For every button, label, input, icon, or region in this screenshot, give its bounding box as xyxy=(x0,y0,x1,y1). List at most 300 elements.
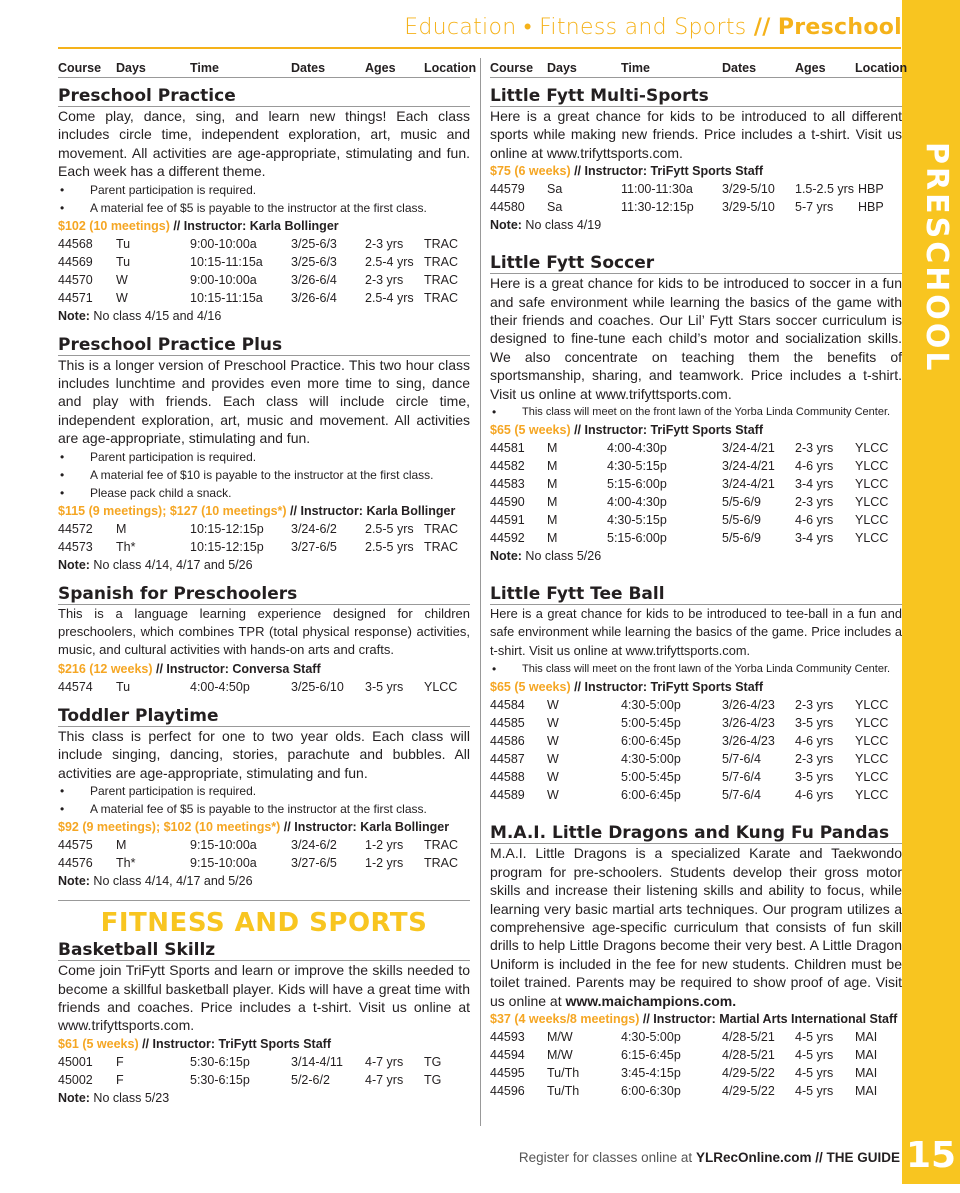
cell-dates: 3/29-5/10 xyxy=(722,182,775,197)
price: $61 (5 weeks) xyxy=(58,1036,139,1051)
cell-ages: 3-5 yrs xyxy=(795,716,834,731)
section-description: Come play, dance, sing, and learn new things! Each class includes circle time, independent exploration, art, music and movement. All activities are age-appropriate, stimulating and fun. Each week has a different theme. xyxy=(58,108,470,180)
cell-location: TRAC xyxy=(424,290,459,305)
cell-location: TG xyxy=(424,1072,442,1087)
cell-ages: 2-3 yrs xyxy=(365,272,404,287)
instructor: // Instructor: Karla Bollinger xyxy=(286,503,456,518)
section-description: Here is a great chance for kids to be introduced to soccer in a fun and safe environment while learning the basics of the game with their friends and coaches. Our Lil’ Fytt Stars soccer curriculum is designed to fine-tune each child’s motor and socialization skills. We also concentrate on teaching them the benefits of sportsmanship, sharing, and teamwork. Price includes a t-shirt. Visit us online at www.trifyttsports.com. xyxy=(490,275,902,402)
cell-dates: 3/27-6/5 xyxy=(291,539,337,554)
class-rows xyxy=(58,520,470,556)
column-header-row xyxy=(490,58,908,78)
footer xyxy=(519,1150,900,1165)
cell-time: 6:00-6:45p xyxy=(621,734,681,749)
note-label: Note: xyxy=(58,308,90,323)
instructor: // Instructor: TriFytt Sports Staff xyxy=(570,164,763,179)
cell-day: W xyxy=(116,272,128,287)
cell-day: Th* xyxy=(116,539,136,554)
side-label: PRESCHOOL xyxy=(919,142,954,374)
header-separator: // xyxy=(753,15,771,40)
price: $75 (6 weeks) xyxy=(490,164,571,179)
cell-time: 10:15-11:15a xyxy=(190,254,263,269)
cell-time: 9:15-10:00a xyxy=(190,838,257,853)
note xyxy=(58,556,470,574)
note xyxy=(58,872,470,890)
cell-dates: 3/29-5/10 xyxy=(722,200,775,215)
footer-sep: // xyxy=(811,1150,827,1165)
header-rule xyxy=(58,47,901,49)
cell-dates: 5/5-6/9 xyxy=(722,513,761,528)
cell-ages: 2.5-5 yrs xyxy=(365,521,414,536)
cell-course-number: 44573 xyxy=(58,539,93,554)
cell-time: 6:00-6:45p xyxy=(621,788,681,803)
col-header-time: Time xyxy=(621,61,650,75)
col-header-course: Course xyxy=(490,61,534,75)
cell-ages: 4-5 yrs xyxy=(795,1047,834,1062)
cell-day: M/W xyxy=(547,1029,573,1044)
section-description: Here is a great chance for kids to be introduced to all different sports while making new friends. Price includes a t-shirt. Visit us online at www.trifyttsports.com. xyxy=(490,108,902,161)
cell-ages: 4-7 yrs xyxy=(365,1054,404,1069)
bullet-item: • A material fee of $5 is payable to the instructor at the first class. xyxy=(58,199,470,217)
cell-location: TRAC xyxy=(424,856,459,871)
class-row xyxy=(490,1064,902,1082)
class-rows xyxy=(58,1053,470,1089)
cell-location: TRAC xyxy=(424,254,459,269)
cell-location: TRAC xyxy=(424,521,459,536)
section-description: Here is a great chance for kids to be introduced to tee-ball in a fun and safe environment while learning the basics of the game. Price includes a t-shirt. Visit us online at www.trifyttsports.com. xyxy=(490,606,902,658)
class-row xyxy=(490,511,902,529)
cell-course-number: 44575 xyxy=(58,838,93,853)
cell-course-number: 44590 xyxy=(490,495,525,510)
cell-time: 11:00-11:30a xyxy=(621,182,693,197)
cell-course-number: 44582 xyxy=(490,459,525,474)
cell-dates: 5/7-6/4 xyxy=(722,770,761,785)
class-row xyxy=(58,854,470,872)
cell-location: YLCC xyxy=(855,459,889,474)
cell-day: Tu xyxy=(116,679,131,694)
footer-guide: THE GUIDE xyxy=(826,1150,900,1165)
header-education: Education xyxy=(404,15,517,40)
bullet-item: • A material fee of $5 is payable to the instructor at the first class. xyxy=(58,800,470,818)
header-preschool: Preschool xyxy=(777,15,902,40)
cell-ages: 2-3 yrs xyxy=(795,495,834,510)
side-tab xyxy=(902,0,960,1130)
section-title: M.A.I. Little Dragons and Kung Fu Pandas xyxy=(490,824,902,844)
bullet-item: • Parent participation is required. xyxy=(58,181,470,199)
cell-ages: 4-5 yrs xyxy=(795,1083,834,1098)
cell-course-number: 44572 xyxy=(58,521,93,536)
class-row xyxy=(490,1046,902,1064)
instructor: // Instructor: Conversa Staff xyxy=(152,661,321,676)
col-header-location: Location xyxy=(855,61,908,75)
cell-day: F xyxy=(116,1072,124,1087)
class-row xyxy=(58,538,470,556)
cell-course-number: 44576 xyxy=(58,856,93,871)
cell-location: YLCC xyxy=(855,477,889,492)
class-row xyxy=(490,696,902,714)
cell-day: W xyxy=(547,734,559,749)
note-text: No class 4/19 xyxy=(521,218,602,233)
cell-day: M xyxy=(547,495,558,510)
cell-day: Sa xyxy=(547,200,563,215)
cell-day: M xyxy=(547,531,558,546)
cell-time: 5:30-6:15p xyxy=(190,1054,250,1069)
bullet-item: • This class will meet on the front lawn of the Yorba Linda Community Center. xyxy=(490,660,902,678)
section-title: Little Fytt Tee Ball xyxy=(490,585,902,605)
section-title: Preschool Practice Plus xyxy=(58,336,470,356)
header-bullet: • xyxy=(523,15,532,40)
class-row xyxy=(58,235,470,253)
cell-course-number: 44591 xyxy=(490,513,525,528)
instructor: // Instructor: TriFytt Sports Staff xyxy=(138,1036,331,1051)
price: $115 (9 meetings); $127 (10 meetings*) xyxy=(58,503,287,518)
cell-course-number: 44571 xyxy=(58,290,93,305)
cell-dates: 3/26-4/23 xyxy=(722,698,775,713)
col-header-dates: Dates xyxy=(291,61,326,75)
cell-course-number: 44583 xyxy=(490,477,525,492)
cell-dates: 5/2-6/2 xyxy=(291,1072,330,1087)
cell-location: YLCC xyxy=(424,679,458,694)
section-title: Little Fytt Soccer xyxy=(490,254,902,274)
cell-day: Tu xyxy=(116,236,131,251)
fee-line xyxy=(58,1035,470,1053)
class-row xyxy=(58,678,470,696)
cell-location: YLCC xyxy=(855,531,889,546)
cell-location: YLCC xyxy=(855,441,889,456)
cell-day: W xyxy=(116,290,128,305)
cell-course-number: 45001 xyxy=(58,1054,93,1069)
cell-location: YLCC xyxy=(855,495,889,510)
class-row xyxy=(490,180,902,198)
fee-line xyxy=(490,678,902,696)
price: $216 (12 weeks) xyxy=(58,661,153,676)
cell-ages: 2.5-4 yrs xyxy=(365,290,414,305)
cell-dates: 5/7-6/4 xyxy=(722,788,761,803)
instructor: // Instructor: TriFytt Sports Staff xyxy=(570,680,763,695)
cell-time: 4:30-5:00p xyxy=(621,752,681,767)
bullet-item: • Please pack child a snack. xyxy=(58,484,470,502)
note xyxy=(58,307,470,325)
class-row xyxy=(490,198,902,216)
footer-text: Register for classes online at xyxy=(518,1150,696,1165)
cell-time: 4:30-5:15p xyxy=(607,513,667,528)
class-row xyxy=(490,1082,902,1100)
price: $92 (9 meetings); $102 (10 meetings*) xyxy=(58,820,281,835)
instructor: // Instructor: TriFytt Sports Staff xyxy=(570,423,763,438)
cell-ages: 4-7 yrs xyxy=(365,1072,404,1087)
cell-dates: 3/27-6/5 xyxy=(291,856,337,871)
cell-day: W xyxy=(547,752,559,767)
note-label: Note: xyxy=(58,874,90,889)
col-header-time: Time xyxy=(190,61,219,75)
class-rows xyxy=(58,836,470,872)
cell-location: YLCC xyxy=(855,734,889,749)
cell-time: 4:00-4:50p xyxy=(190,679,250,694)
page-header xyxy=(404,14,902,40)
cell-dates: 3/14-4/11 xyxy=(291,1054,343,1069)
fee-line xyxy=(490,162,902,180)
col-header-course: Course xyxy=(58,61,102,75)
bullet-item: • Parent participation is required. xyxy=(58,782,470,800)
note xyxy=(490,216,902,234)
cell-dates: 3/24-4/21 xyxy=(722,477,775,492)
section-title: Preschool Practice xyxy=(58,87,470,107)
cell-dates: 3/26-4/23 xyxy=(722,734,775,749)
cell-time: 3:45-4:15p xyxy=(621,1065,681,1080)
cell-course-number: 44580 xyxy=(490,200,525,215)
cell-location: YLCC xyxy=(855,770,889,785)
cell-course-number: 44569 xyxy=(58,254,93,269)
class-row xyxy=(490,529,902,547)
cell-location: YLCC xyxy=(855,752,889,767)
cell-time: 5:00-5:45p xyxy=(621,716,681,731)
header-fitness: Fitness and Sports xyxy=(539,15,747,40)
cell-ages: 5-7 yrs xyxy=(795,200,834,215)
price: $102 (10 meetings) xyxy=(58,218,170,233)
cell-course-number: 44592 xyxy=(490,531,525,546)
cell-day: Sa xyxy=(547,182,563,197)
cell-ages: 4-6 yrs xyxy=(795,734,834,749)
class-row xyxy=(490,1028,902,1046)
fee-line xyxy=(58,818,470,836)
fee-line xyxy=(58,502,470,520)
cell-time: 6:00-6:30p xyxy=(621,1083,681,1098)
section-description xyxy=(490,844,902,1010)
cell-time: 5:15-6:00p xyxy=(607,531,667,546)
cell-course-number: 44589 xyxy=(490,788,525,803)
left-column xyxy=(58,58,477,1107)
cell-dates: 3/24-6/2 xyxy=(291,838,337,853)
cell-location: TG xyxy=(424,1054,442,1069)
cell-course-number: 44586 xyxy=(490,734,525,749)
fee-line xyxy=(58,217,470,235)
cell-location: TRAC xyxy=(424,272,459,287)
class-row xyxy=(58,1071,470,1089)
cell-ages: 1-2 yrs xyxy=(365,838,404,853)
class-row xyxy=(490,475,902,493)
cell-ages: 2.5-4 yrs xyxy=(365,254,414,269)
cell-location: YLCC xyxy=(855,698,889,713)
note-text: No class 4/15 and 4/16 xyxy=(89,308,222,323)
note xyxy=(490,547,902,565)
fee-line xyxy=(58,660,470,678)
cell-ages: 2-3 yrs xyxy=(795,698,834,713)
section-description: This is a longer version of Preschool Practice. This two hour class includes lunchtime and provides even more time to sing, dance and play with friends. Each class will include circle time, independent exploration, art, music and movement. All activities are age-appropriate, stimulating and fun. xyxy=(58,356,470,447)
right-column xyxy=(490,58,908,1100)
bullet-item: • A material fee of $10 is payable to the instructor at the first class. xyxy=(58,466,470,484)
class-row xyxy=(58,1053,470,1071)
cell-course-number: 44570 xyxy=(58,272,93,287)
note-label: Note: xyxy=(58,1090,90,1105)
cell-time: 9:00-10:00a xyxy=(190,272,257,287)
class-row xyxy=(58,271,470,289)
cell-ages: 3-4 yrs xyxy=(795,531,834,546)
instructor: // Instructor: Karla Bollinger xyxy=(280,820,450,835)
price: $65 (5 weeks) xyxy=(490,680,571,695)
cell-course-number: 45002 xyxy=(58,1072,93,1087)
cell-dates: 3/24-6/2 xyxy=(291,521,337,536)
cell-location: MAI xyxy=(855,1083,878,1098)
class-row xyxy=(490,457,902,475)
note-text: No class 4/14, 4/17 and 5/26 xyxy=(89,874,253,889)
cell-time: 5:15-6:00p xyxy=(607,477,667,492)
cell-time: 5:00-5:45p xyxy=(621,770,681,785)
cell-location: MAI xyxy=(855,1065,878,1080)
class-row xyxy=(490,750,902,768)
cell-time: 4:30-5:00p xyxy=(621,1029,681,1044)
section-description: This class is perfect for one to two year olds. Each class will include singing, dancing, stories, parachute and bubbles. All activities are age-appropriate, stimulating and fun. xyxy=(58,727,470,781)
cell-time: 4:30-5:15p xyxy=(607,459,667,474)
cell-dates: 4/28-5/21 xyxy=(722,1029,775,1044)
class-rows xyxy=(58,678,470,696)
cell-course-number: 44581 xyxy=(490,441,525,456)
note-text: No class 4/14, 4/17 and 5/26 xyxy=(89,557,253,572)
cell-course-number: 44585 xyxy=(490,716,525,731)
cell-course-number: 44594 xyxy=(490,1047,525,1062)
mai-website-link[interactable]: www.maichampions.com. xyxy=(565,992,737,1009)
cell-day: W xyxy=(547,716,559,731)
cell-location: YLCC xyxy=(855,716,889,731)
cell-ages: 2-3 yrs xyxy=(365,236,404,251)
section-title: Little Fytt Multi-Sports xyxy=(490,87,902,107)
section-description: This is a language learning experience designed for children preschoolers, which combines TPR (total physical response) activities, music, and cultural activities with hands-on arts and crafts. xyxy=(58,605,470,658)
note-label: Note: xyxy=(490,549,522,564)
class-rows xyxy=(490,439,902,547)
cell-day: W xyxy=(547,698,559,713)
cell-day: Th* xyxy=(116,856,136,871)
cell-location: TRAC xyxy=(424,838,459,853)
bullet-item: • This class will meet on the front lawn of the Yorba Linda Community Center. xyxy=(490,403,902,421)
cell-time: 10:15-12:15p xyxy=(190,521,264,536)
cell-time: 11:30-12:15p xyxy=(621,200,694,215)
cell-dates: 3/26-6/4 xyxy=(291,272,337,287)
cell-day: M xyxy=(547,459,558,474)
cell-course-number: 44584 xyxy=(490,698,525,713)
price: $65 (5 weeks) xyxy=(490,423,571,438)
cell-location: HBP xyxy=(858,182,884,197)
note xyxy=(58,1089,470,1107)
cell-time: 4:30-5:00p xyxy=(621,698,681,713)
column-header-row xyxy=(58,58,477,78)
cell-ages: 3-5 yrs xyxy=(795,770,834,785)
class-rows xyxy=(58,235,470,307)
page-number: 15 xyxy=(902,1128,960,1184)
cell-day: W xyxy=(547,770,559,785)
cell-time: 10:15-12:15p xyxy=(190,539,264,554)
class-row xyxy=(490,714,902,732)
col-header-location: Location xyxy=(424,61,477,75)
cell-dates: 3/24-4/21 xyxy=(722,441,775,456)
class-row xyxy=(58,520,470,538)
cell-location: MAI xyxy=(855,1047,878,1062)
instructor: // Instructor: Karla Bollinger xyxy=(169,218,339,233)
cell-ages: 2.5-5 yrs xyxy=(365,539,414,554)
cell-ages: 4-6 yrs xyxy=(795,788,834,803)
cell-dates: 3/26-4/23 xyxy=(722,716,775,731)
cell-course-number: 44596 xyxy=(490,1083,525,1098)
cell-day: Tu/Th xyxy=(547,1065,580,1080)
fitness-sports-banner: FITNESS AND SPORTS xyxy=(58,900,470,939)
cell-day: M xyxy=(547,513,558,528)
cell-ages: 3-4 yrs xyxy=(795,477,834,492)
cell-dates: 5/7-6/4 xyxy=(722,752,761,767)
bullet-item: • Parent participation is required. xyxy=(58,448,470,466)
cell-day: M/W xyxy=(547,1047,573,1062)
cell-time: 5:30-6:15p xyxy=(190,1072,250,1087)
cell-day: M xyxy=(116,838,127,853)
cell-ages: 4-5 yrs xyxy=(795,1065,834,1080)
class-row xyxy=(490,439,902,457)
cell-ages: 4-5 yrs xyxy=(795,1029,834,1044)
note-text: No class 5/23 xyxy=(89,1090,170,1105)
cell-course-number: 44595 xyxy=(490,1065,525,1080)
cell-location: TRAC xyxy=(424,539,459,554)
note-text: No class 5/26 xyxy=(521,549,602,564)
cell-ages: 2-3 yrs xyxy=(795,752,834,767)
fee-line xyxy=(490,1010,902,1028)
footer-site-link[interactable]: YLRecOnline.com xyxy=(695,1150,812,1165)
section-description: Come join TriFytt Sports and learn or improve the skills needed to become a skillful basketball player. Kids will have a great time with friends and coaches. Price includes a t-shirt. Visit us online at www.trifyttsports.com. xyxy=(58,962,470,1034)
cell-time: 9:15-10:00a xyxy=(190,856,257,871)
cell-day: Tu xyxy=(116,254,131,269)
cell-location: TRAC xyxy=(424,236,459,251)
class-row xyxy=(58,836,470,854)
price: $37 (4 weeks/8 meetings) xyxy=(490,1011,640,1026)
cell-location: MAI xyxy=(855,1029,878,1044)
class-row xyxy=(490,768,902,786)
class-row xyxy=(58,289,470,307)
cell-dates: 3/25-6/3 xyxy=(291,236,337,251)
section-title: Spanish for Preschoolers xyxy=(58,585,470,605)
description-text: M.A.I. Little Dragons is a specialized Karate and Taekwondo program for pre-schoolers. Students develop their gross motor skills and increase their listening skills and ability to focus, while learning very basic martial arts techniques. Our program utilizes a comprehensive age-specific curriculum that consists of fun skill drills to help Little Dragons become their very best. A Little Dragon Uniform is included in the fee for new students. Children must be toilet trained. Parents may be required to show proof of age. Visit us online at xyxy=(490,845,902,1009)
cell-course-number: 44587 xyxy=(490,752,525,767)
cell-day: W xyxy=(547,788,559,803)
class-row xyxy=(490,732,902,750)
class-rows xyxy=(490,180,902,216)
cell-dates: 4/29-5/22 xyxy=(722,1065,775,1080)
col-header-ages: Ages xyxy=(795,61,826,75)
note-label: Note: xyxy=(490,218,522,233)
cell-dates: 3/25-6/3 xyxy=(291,254,337,269)
cell-location: YLCC xyxy=(855,513,889,528)
cell-time: 9:00-10:00a xyxy=(190,236,257,251)
cell-ages: 3-5 yrs xyxy=(365,679,404,694)
cell-location: HBP xyxy=(858,200,884,215)
cell-day: M xyxy=(547,477,558,492)
cell-day: F xyxy=(116,1054,124,1069)
cell-time: 6:15-6:45p xyxy=(621,1047,681,1062)
cell-course-number: 44568 xyxy=(58,236,93,251)
class-rows xyxy=(490,1028,902,1100)
cell-ages: 4-6 yrs xyxy=(795,459,834,474)
col-header-days: Days xyxy=(116,61,146,75)
class-row xyxy=(490,493,902,511)
cell-time: 10:15-11:15a xyxy=(190,290,263,305)
cell-course-number: 44579 xyxy=(490,182,525,197)
cell-dates: 5/5-6/9 xyxy=(722,495,761,510)
cell-time: 4:00-4:30p xyxy=(607,495,667,510)
cell-dates: 3/24-4/21 xyxy=(722,459,775,474)
column-divider xyxy=(480,58,481,1126)
section-title: Toddler Playtime xyxy=(58,707,470,727)
note-label: Note: xyxy=(58,557,90,572)
cell-ages: 1.5-2.5 yrs xyxy=(795,182,855,197)
cell-course-number: 44588 xyxy=(490,770,525,785)
cell-dates: 5/5-6/9 xyxy=(722,531,761,546)
col-header-days: Days xyxy=(547,61,577,75)
cell-dates: 4/28-5/21 xyxy=(722,1047,775,1062)
fee-line xyxy=(490,421,902,439)
col-header-ages: Ages xyxy=(365,61,396,75)
